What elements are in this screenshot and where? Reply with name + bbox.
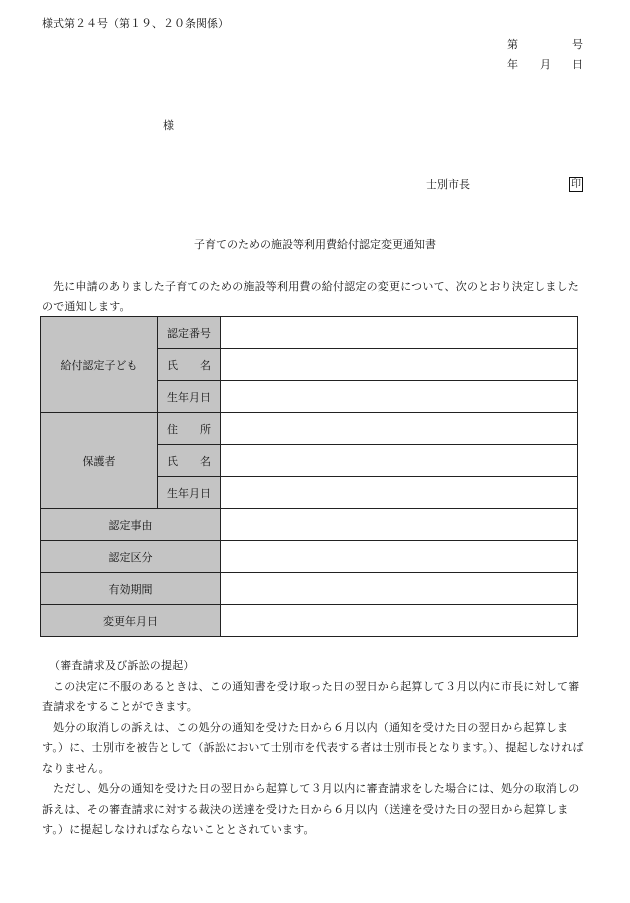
child-row-label: 認定番号 bbox=[158, 317, 221, 349]
intro-text: 先に申請のありました子育てのための施設等利用費の給付認定の変更について、次のとおり決定しましたので通知します。 bbox=[42, 280, 579, 313]
number-suffix: 号 bbox=[572, 38, 583, 51]
guardian-group-label: 保護者 bbox=[41, 413, 158, 509]
change-date-field bbox=[221, 605, 578, 637]
year-label: 年 bbox=[507, 58, 518, 71]
table-row bbox=[41, 509, 578, 541]
category-label: 認定区分 bbox=[41, 541, 221, 573]
child-row-label: 氏 名 bbox=[158, 349, 221, 381]
table-row bbox=[41, 317, 578, 349]
certification-number-field bbox=[221, 317, 578, 349]
table-row bbox=[41, 413, 578, 445]
table-row bbox=[41, 605, 578, 637]
addressee-suffix: 様 bbox=[163, 119, 174, 132]
table-row bbox=[41, 573, 578, 605]
document-title: 子育てのための施設等利用費給付認定変更通知書 bbox=[194, 238, 436, 251]
appeal-paragraph: 処分の取消しの訴えは、この処分の通知を受けた日から６月以内（通知を受けた日の翌日から起算します。）に、士別市を被告として（訴訟において士別市を代表する者は士別市長となります。）、提起しなければなりません。 bbox=[42, 720, 584, 775]
appeal-paragraph: ただし、処分の通知を受けた日の翌日から起算して３月以内に審査請求をした場合には、処分の取消しの訴えは、その審査請求に対する裁決の送達を受けた日から６月以内（送達を受けた日の翌日から起算します。）に提起しなければならないこととされています。 bbox=[42, 782, 580, 836]
number-prefix: 第 bbox=[507, 38, 518, 51]
form-number: 様式第２４号（第１９、２０条関係） bbox=[42, 17, 229, 30]
guardian-address-field bbox=[221, 413, 578, 445]
child-name-field bbox=[221, 349, 578, 381]
child-row-label: 生年月日 bbox=[158, 381, 221, 413]
table-row bbox=[41, 541, 578, 573]
day-label: 日 bbox=[572, 58, 583, 71]
certification-table bbox=[40, 316, 578, 637]
reason-label: 認定事由 bbox=[41, 509, 221, 541]
guardian-row-label: 生年月日 bbox=[158, 477, 221, 509]
validity-label: 有効期間 bbox=[41, 573, 221, 605]
guardian-row-label: 住 所 bbox=[158, 413, 221, 445]
change-date-label: 変更年月日 bbox=[41, 605, 221, 637]
child-group-label: 給付認定子ども bbox=[41, 317, 158, 413]
seal-mark: 印 bbox=[571, 179, 581, 190]
guardian-birthdate-field bbox=[221, 477, 578, 509]
validity-field bbox=[221, 573, 578, 605]
guardian-row-label: 氏 名 bbox=[158, 445, 221, 477]
issuer-mayor: 士別市長 bbox=[426, 178, 470, 191]
appeal-section bbox=[42, 656, 585, 841]
category-field bbox=[221, 541, 578, 573]
child-birthdate-field bbox=[221, 381, 578, 413]
appeal-heading: （審査請求及び訴訟の提起） bbox=[49, 659, 195, 672]
appeal-paragraph: この決定に不服のあるときは、この通知書を受け取った日の翌日から起算して３月以内に市長に対して審査請求をすることができます。 bbox=[42, 679, 580, 713]
guardian-name-field bbox=[221, 445, 578, 477]
month-label: 月 bbox=[540, 58, 551, 71]
reason-field bbox=[221, 509, 578, 541]
